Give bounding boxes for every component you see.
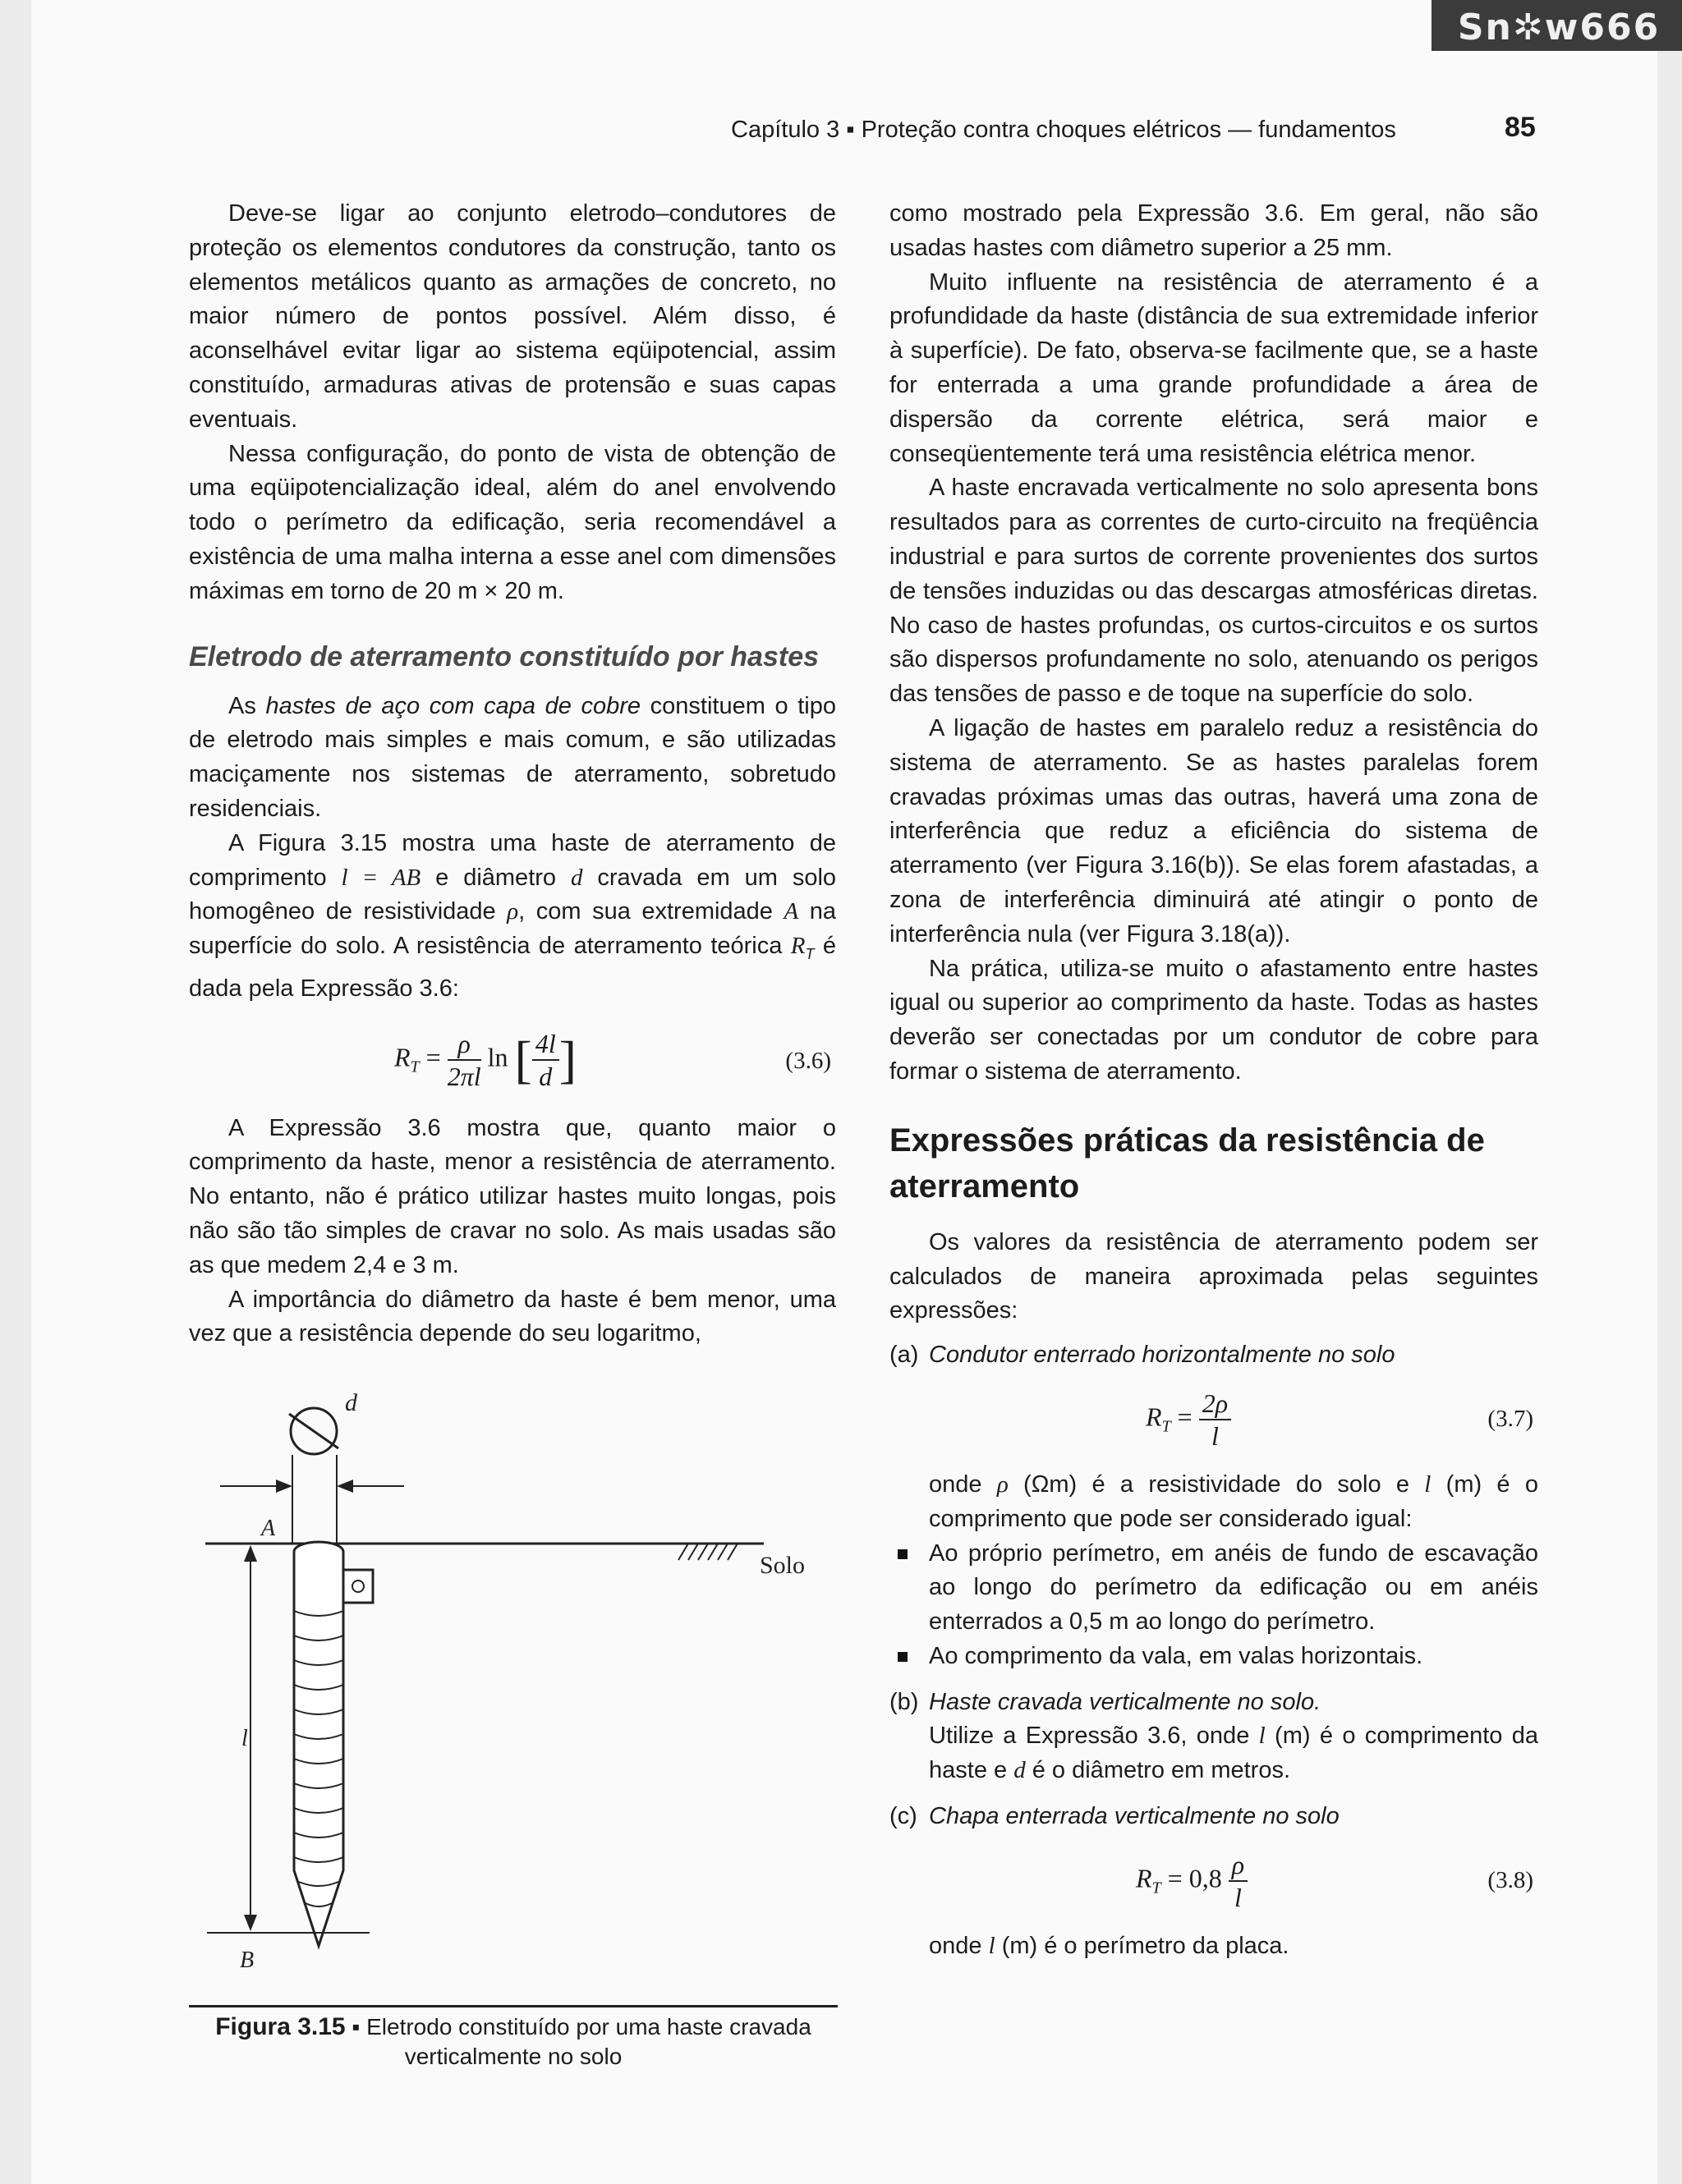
paragraph: Nessa configuração, do ponto de vista de obtenção de uma eqüipotencialização ideal, além do anel envolvendo todo o perímetro da edificação, seria recomendável a existência de uma malha interna a esse anel com dimensões máximas em torno de 20 m × 20 m.	[189, 440, 836, 604]
label-B: B	[240, 1948, 255, 1973]
paragraph: Na prática, utiliza-se muito o afastamento entre hastes igual ou superior ao comprimento da haste. Todas as hastes deverão ser conectadas por um condutor de cobre para formar o sistema de aterramento.	[889, 955, 1538, 1085]
label-l: l	[241, 1726, 248, 1751]
bullet-item: Ao comprimento da vala, em valas horizontais.	[889, 1640, 1538, 1674]
label-A: A	[261, 1516, 276, 1541]
definition-text: onde ρ (Ωm) é a resistividade do solo e l (m) é o comprimento que pode ser considerado igual:	[929, 1471, 1538, 1532]
page-number: 85	[1505, 112, 1536, 143]
definition-text: Utilize a Expressão 3.6, onde l (m) é o comprimento da haste e d é o diâmetro em metros.	[929, 1723, 1538, 1784]
equation-3-8: $R_T = 0,8$ $\frac{\rho}{l}$ (3.8)	[1136, 1849, 1533, 1912]
equation-number: (3.6)	[785, 1047, 831, 1074]
equation-3-6: $R_T$ = $\frac{\rho}{2\pi l}$ ln [ $\frac{4l}{d}$ ] (3.6)	[394, 1028, 831, 1091]
paragraph: Os valores da resistência de aterramento podem ser calculados de maneira aproximada pelas seguintes expressões:	[889, 1228, 1538, 1324]
equation-number: (3.7)	[1487, 1405, 1533, 1432]
paragraph: como mostrado pela Expressão 3.6. Em geral, não são usadas hastes com diâmetro superior a 25 mm.	[889, 200, 1538, 261]
item-a: (a) Condutor enterrado horizontalmente no solo	[889, 1342, 1395, 1369]
watermark: Sn✲w666	[1457, 7, 1661, 48]
item-c: (c) Chapa enterrada verticalmente no solo	[889, 1803, 1340, 1830]
equation-3-7: $R_T$ = $\frac{2\rho}{l}$ (3.7)	[1146, 1388, 1533, 1451]
rod-clamp	[343, 1570, 373, 1603]
paragraph: As hastes de aço com capa de cobre constituem o tipo de eletrodo mais simples e mais comum, e são utilizadas maciçamente nos sistemas de aterramento, sobretudo residenciais.	[189, 692, 836, 822]
paragraph: A importância do diâmetro da haste é bem menor, uma vez que a resistência depende do seu logaritmo,	[189, 1286, 836, 1347]
section-heading: Expressões práticas da resistência de aterramento	[889, 1122, 1485, 1204]
bullet-item: Ao próprio perímetro, em anéis de fundo de escavação ao longo do perímetro da edificação ou em anéis enterrados a 0,5 m ao longo do perímetro.	[889, 1537, 1538, 1640]
right-column	[889, 197, 1538, 1964]
running-header: Capítulo 3 ▪ Proteção contra choques elétricos — fundamentos	[731, 117, 1396, 143]
figure-caption: Figura 3.15 ▪ Eletrodo constituído por uma haste cravada verticalmente no solo	[189, 2005, 838, 2072]
item-b: (b) Haste cravada verticalmente no solo.	[889, 1688, 1321, 1715]
paragraph: Muito influente na resistência de aterramento é a profundidade da haste (distância de sua extremidade inferior à superfície). De fato, observa-se facilmente que, se a haste for enterrada a uma grande profundidade a área de dispersão da corrente elétrica, será maior e conseqüentemente terá uma resistência elétrica menor.	[889, 268, 1538, 467]
label-d: d	[345, 1389, 357, 1416]
paragraph: A Figura 3.15 mostra uma haste de aterramento de comprimento l = AB e diâmetro d cravada em um solo homogêneo de resistividade ρ, com sua extremidade A na superfície do solo. A resistência de aterramento teórica $R_T$ é dada pela Expressão 3.6:	[189, 829, 837, 1002]
section-heading: Eletrodo de aterramento constituído por hastes	[189, 640, 820, 672]
paragraph: A haste encravada verticalmente no solo apresenta bons resultados para as correntes de curto-circuito na freqüência industrial e para surtos de corrente provenientes dos surtos de tensões induzidas ou das descargas atmosféricas diretas. No caso de hastes profundas, os curtos-circuitos e os surtos são dispersos profundamente no solo, atenuando os perigos das tensões de passo e de toque na superfície do solo.	[889, 475, 1538, 708]
paragraph: Deve-se ligar ao conjunto eletrodo–condutores de proteção os elementos condutores da construção, tanto os elementos metálicos quanto as armações de concreto, no maior número de pontos possível. Além disso, é aconselhável evitar ligar ao sistema eqüipotencial, assim constituído, armaduras ativas de protensão e suas capas eventuais.	[189, 200, 836, 433]
paragraph: A ligação de hastes em paralelo reduz a resistência do sistema de aterramento. Se as hastes paralelas forem cravadas próximas umas das outras, haverá uma zona de interferência que reduz a eficiência do sistema de aterramento (ver Figura 3.16(b)). Se elas forem afastadas, a zona de interferência diminuirá até atingir o ponto de interferência nula (ver Figura 3.18(a)).	[889, 714, 1538, 947]
label-solo: Solo	[760, 1552, 806, 1579]
paragraph: A Expressão 3.6 mostra que, quanto maior o comprimento da haste, menor a resistência de aterramento. No entanto, não é prático utilizar hastes muito longas, pois não são tão simples de cravar no solo. As mais usadas são as que medem 2,4 e 3 m.	[189, 1114, 836, 1278]
definition-text: onde l (m) é o perímetro da placa.	[929, 1932, 1289, 1959]
equation-number: (3.8)	[1487, 1866, 1533, 1893]
